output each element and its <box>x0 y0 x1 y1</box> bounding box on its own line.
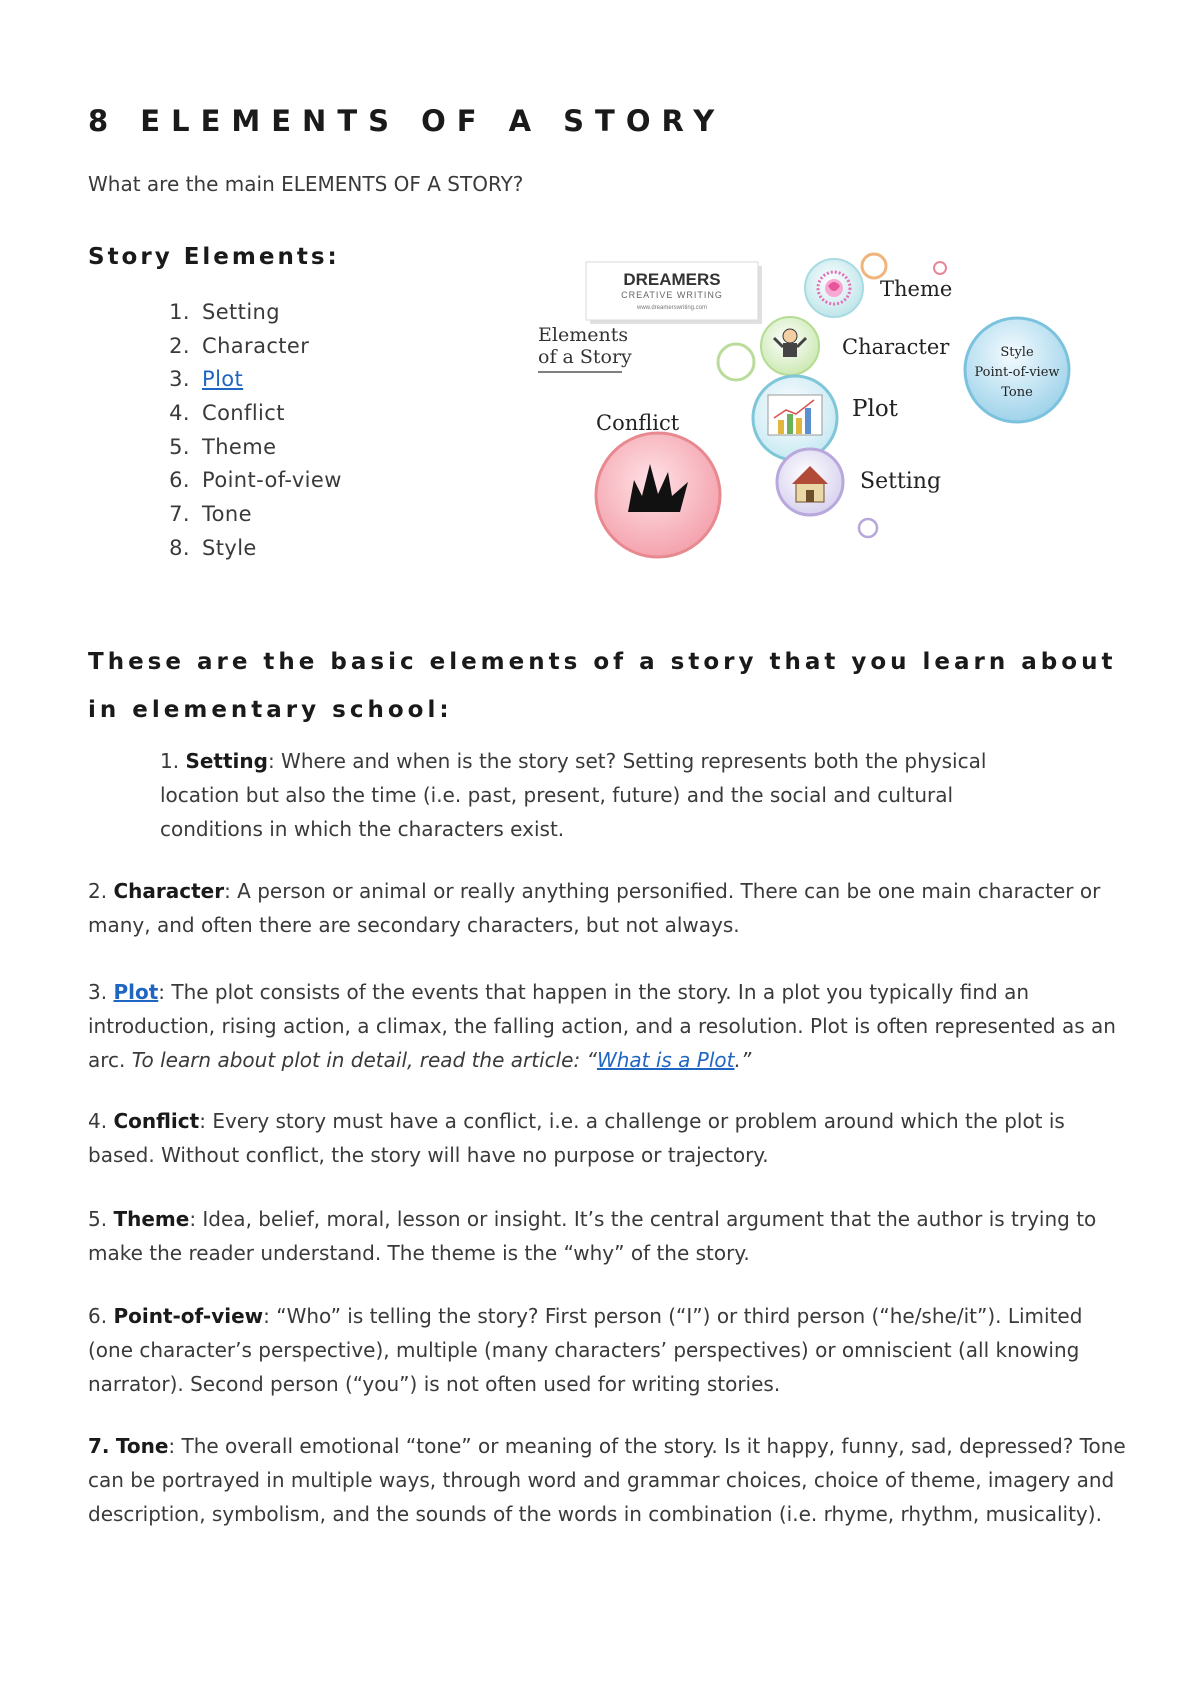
conflict-label: Conflict <box>596 411 680 435</box>
brand-url: www.dreamerswriting.com <box>636 305 708 311</box>
setting-paragraph: 1. Setting: Where and when is the story set? Setting represents both the physical location but also the time (i.e. past, present, future) and the social and cultural conditions in which the characters exist. <box>160 749 987 841</box>
decor-ring <box>718 344 754 380</box>
decor-ring <box>862 254 886 278</box>
brand-subtitle: CREATIVE WRITING <box>621 290 723 300</box>
page-title: 8 ELEMENTS OF A STORY <box>88 104 726 138</box>
tone-label: Tone <box>1001 385 1033 400</box>
list-item: 6. Point-of-view <box>169 468 342 493</box>
decor-ring <box>859 519 877 537</box>
character-label: Character <box>842 335 950 359</box>
plot-link[interactable]: Plot <box>202 367 244 392</box>
character-paragraph: 2. Character: A person or animal or really anything personified. There can be one main character or many, and often there are secondary characters, but not always. <box>88 879 1101 937</box>
what-is-a-plot-link[interactable]: What is a Plot <box>596 1048 735 1072</box>
theme-term: Theme <box>113 1207 190 1231</box>
character-term: Character <box>113 879 225 903</box>
style-label: Style <box>1000 345 1034 360</box>
pov-paragraph: 6. Point-of-view: “Who” is telling the story? First person (“I”) or third person (“he/she/it”). Limited (one character’s perspective), multiple (many characters’ perspectives) or omniscient (all knowing narrator). Second person (“you”) is not often used for writing stories. <box>88 1304 1083 1396</box>
plot-term-link[interactable]: Plot <box>113 980 159 1004</box>
list-item: 8. Style <box>169 535 257 560</box>
theme-label: Theme <box>880 277 953 301</box>
brand-name: DREAMERS <box>623 270 721 289</box>
plot-label: Plot <box>852 396 898 422</box>
tone-paragraph: 7. Tone: The overall emotional “tone” or meaning of the story. Is it happy, funny, sad, depressed? Tone can be portrayed in multiple ways, through word and grammar choices, choice of theme, imagery and description, symbolism, and the sounds of the words in combination (i.e. rhyme, rhythm, musicality). <box>88 1434 1126 1526</box>
setting-term: Setting <box>185 749 268 773</box>
setting-label: Setting <box>860 469 942 494</box>
elements-list <box>148 296 342 566</box>
bar-chart-icon <box>768 395 822 435</box>
pov-label: Point-of-view <box>974 365 1060 380</box>
pov-term: Point-of-view <box>113 1304 264 1328</box>
plot-paragraph: 3. Plot: The plot consists of the events that happen in the story. In a plot you typically find an introduction, rising action, a climax, the falling action, and a resolution. Plot is often represented as an arc. To learn about plot in detail, read the article: “What is a Plot.” <box>88 980 1116 1072</box>
basic-elements-heading: These are the basic elements of a story that you learn about in elementary school: <box>88 649 1117 723</box>
conflict-term: Conflict <box>113 1109 200 1133</box>
page-subtitle: What are the main ELEMENTS OF A STORY? <box>88 172 524 196</box>
list-item: 7. Tone <box>169 502 252 527</box>
list-item: 3. Plot <box>169 367 244 392</box>
story-elements-heading: Story Elements: <box>88 244 340 270</box>
list-item: 1. Setting <box>169 300 280 324</box>
decor-ring <box>934 262 946 274</box>
list-item: 5. Theme <box>169 434 277 459</box>
tone-term: Tone <box>115 1434 169 1458</box>
theme-paragraph: 5. Theme: Idea, belief, moral, lesson or insight. It’s the central argument that the author is trying to make the reader understand. The theme is the “why” of the story. <box>88 1207 1097 1265</box>
elements-of-story-graphic <box>530 250 1120 560</box>
list-item: 2. Character <box>169 333 310 358</box>
conflict-paragraph: 4. Conflict: Every story must have a conflict, i.e. a challenge or problem around which the plot is based. Without conflict, the story will have no purpose or trajectory. <box>88 1109 1065 1167</box>
graphic-caption-line2: of a Story <box>538 346 632 368</box>
list-item: 4. Conflict <box>169 401 285 426</box>
graphic-caption-line1: Elements <box>538 324 629 346</box>
